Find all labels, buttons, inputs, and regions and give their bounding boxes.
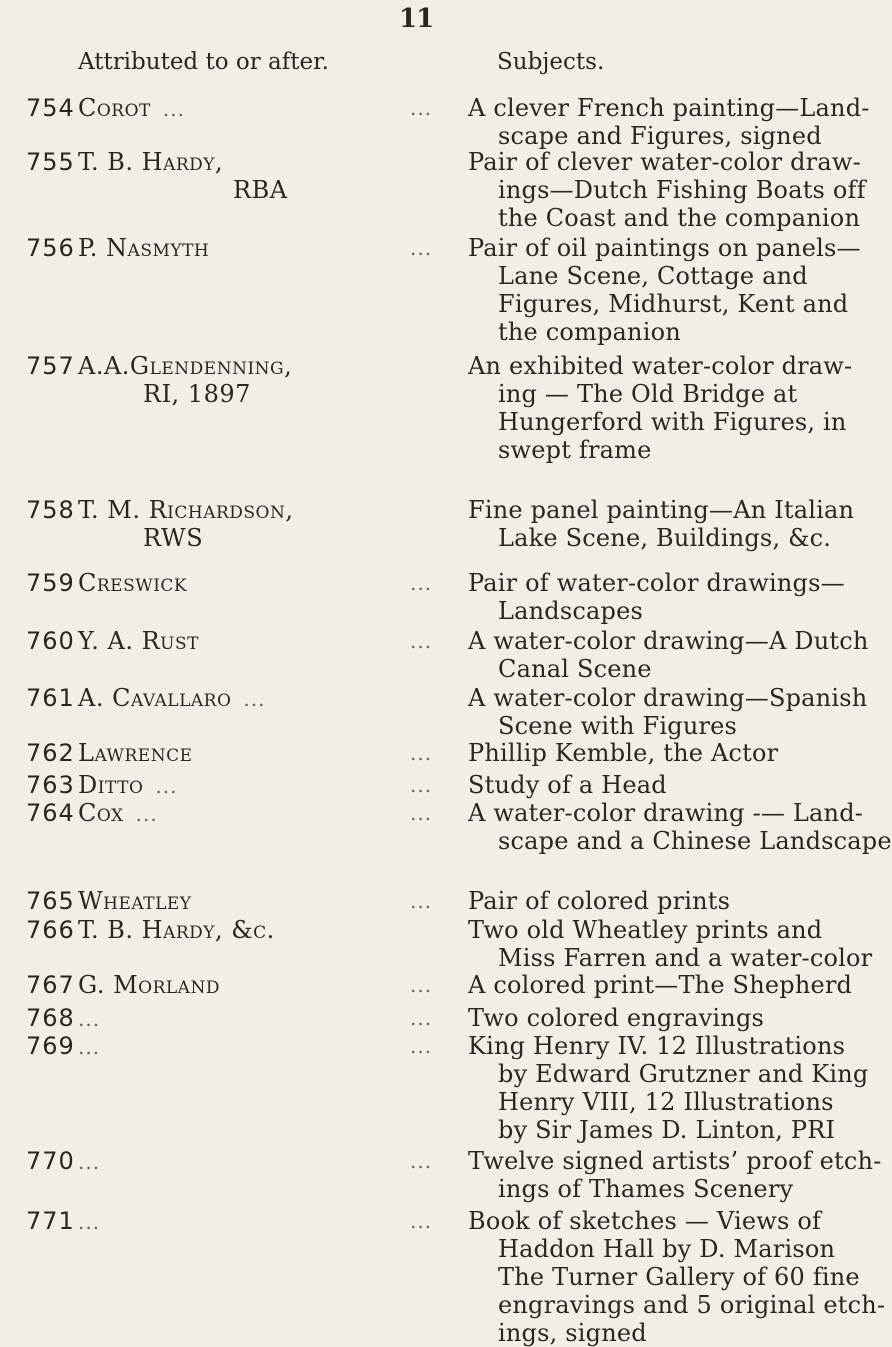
artist-name (78, 971, 220, 999)
subject-description (468, 1004, 798, 1032)
subject-line: Pair of clever water-color draw- (468, 148, 861, 176)
subject-line: A clever French painting—Land- (468, 94, 870, 122)
artist-name (78, 627, 199, 655)
lot-number: 768 (26, 1004, 75, 1032)
subject-line: A colored print—The Shepherd (468, 971, 853, 999)
subject-line: Scene with Figures (498, 712, 738, 740)
lot-number: 756 (26, 234, 75, 262)
artist-name (78, 799, 158, 827)
subject-line: the companion (498, 318, 681, 346)
artist-leader-dots: ... (78, 1210, 101, 1234)
artist-qualification: RI, 1897 (143, 380, 251, 408)
artist-name-text: Wheatley (78, 887, 192, 915)
artist-name-text: T. M. Richardson, (78, 496, 294, 524)
artist-name (78, 148, 223, 176)
artist-name-text: T. B. Hardy, (78, 148, 224, 176)
subject-description (468, 1147, 882, 1203)
subject-line: Landscapes (498, 597, 644, 625)
artist-leader-dots: ... (243, 687, 266, 711)
artist-qualification: RBA (233, 176, 288, 204)
subject-description (468, 234, 861, 346)
subject-description (468, 569, 845, 625)
subject-leader-dots: ... (410, 236, 433, 260)
artist-name (78, 1004, 100, 1032)
artist-name-text: A.A.Glendenning, (78, 352, 293, 380)
artist-name (78, 569, 187, 597)
artist-name (78, 739, 193, 767)
artist-name (78, 94, 185, 122)
artist-name-text: Corot (78, 94, 151, 122)
artist-name (78, 916, 275, 944)
subject-line: ings—Dutch Fishing Boats off (498, 176, 866, 204)
subject-line: Book of sketches — Views of (468, 1207, 822, 1235)
artist-name (78, 352, 292, 380)
artist-leader-dots: ... (78, 1035, 101, 1059)
artist-name (78, 1147, 100, 1175)
artist-name-text: Cox (78, 799, 124, 827)
subject-line: Haddon Hall by D. Marison (498, 1235, 836, 1263)
subject-line: Miss Farren and a water-color (498, 944, 873, 972)
subject-leader-dots: ... (410, 629, 433, 653)
artist-name-text: Creswick (78, 569, 188, 597)
lot-number: 760 (26, 627, 75, 655)
subject-description (468, 94, 870, 150)
subject-leader-dots: ... (410, 1006, 433, 1030)
lot-number: 759 (26, 569, 75, 597)
artist-name-text: P. Nasmyth (78, 234, 210, 262)
lot-number: 762 (26, 739, 75, 767)
subject-line: ings, signed (498, 1319, 647, 1347)
subject-line: by Sir James D. Linton, PRI (498, 1116, 836, 1144)
subject-leader-dots: ... (410, 773, 433, 797)
artist-qualification: RWS (143, 524, 204, 552)
artist-leader-dots: ... (78, 1150, 101, 1174)
subject-line: by Edward Grutzner and King (498, 1060, 869, 1088)
subject-description (468, 496, 855, 552)
lot-number: 767 (26, 971, 75, 999)
artist-name (78, 1032, 100, 1060)
lot-number: 770 (26, 1147, 75, 1175)
lot-number: 754 (26, 94, 75, 122)
subject-description (468, 971, 853, 999)
subject-leader-dots: ... (410, 741, 433, 765)
subject-line: Lake Scene, Buildings, &c. (498, 524, 832, 552)
artist-name (78, 771, 177, 799)
subject-line: scape and Figures, signed (498, 122, 822, 150)
subject-line: Pair of oil paintings on panels— (468, 234, 861, 262)
subject-leader-dots: ... (410, 1034, 433, 1058)
artist-leader-dots: ... (162, 97, 185, 121)
artist-name-text: Y. A. Rust (78, 627, 199, 655)
subject-leader-dots: ... (410, 889, 433, 913)
artist-name (78, 234, 209, 262)
subject-line: A water-color drawing—Spanish (468, 684, 868, 712)
subject-line: Phillip Kemble, the Actor (468, 739, 779, 767)
lot-number: 766 (26, 916, 75, 944)
subject-line: Lane Scene, Cottage and (498, 262, 808, 290)
subject-line: Twelve signed artists’ proof etch- (468, 1147, 882, 1175)
lot-number: 769 (26, 1032, 75, 1060)
subject-description (468, 627, 869, 683)
lot-number: 765 (26, 887, 75, 915)
subjects-column-header: Subjects. (497, 49, 605, 75)
subject-line: swept frame (498, 436, 652, 464)
artist-name (78, 1207, 100, 1235)
lot-number: 757 (26, 352, 75, 380)
subject-line: ing — The Old Bridge at (498, 380, 798, 408)
subject-description (468, 916, 873, 972)
subject-line: the Coast and the companion (498, 204, 861, 232)
artist-leader-dots: ... (155, 774, 178, 798)
page-number: 11 (399, 4, 434, 34)
lot-number: 763 (26, 771, 75, 799)
subject-line: Henry VIII, 12 Illustrations (498, 1088, 834, 1116)
subject-line: Two colored engravings (468, 1004, 765, 1032)
subject-description (468, 148, 866, 232)
subject-line: A water-color drawing -— Land- (468, 799, 864, 827)
subject-line: Canal Scene (498, 655, 652, 683)
subject-description (468, 739, 798, 767)
subject-line: Hungerford with Figures, in (498, 408, 847, 436)
subject-description (468, 1032, 869, 1144)
subject-line: Pair of water-color drawings— (468, 569, 845, 597)
subject-line: Figures, Midhurst, Kent and (498, 290, 849, 318)
subject-leader-dots: ... (410, 1149, 433, 1173)
subject-description (468, 1207, 886, 1347)
artist-column-header: Attributed to or after. (78, 49, 329, 75)
artist-name (78, 496, 293, 524)
subject-line: Study of a Head (468, 771, 667, 799)
artist-name-text: Lawrence (78, 739, 193, 767)
subject-description (468, 684, 868, 740)
subject-line: ings of Thames Scenery (498, 1175, 794, 1203)
subject-line: engravings and 5 original etch- (498, 1291, 886, 1319)
lot-number: 761 (26, 684, 75, 712)
subject-line: Two old Wheatley prints and (468, 916, 823, 944)
subject-line: A water-color drawing—A Dutch (468, 627, 869, 655)
artist-leader-dots: ... (135, 802, 158, 826)
subject-description (468, 799, 892, 855)
subject-line: An exhibited water-color draw- (468, 352, 853, 380)
subject-leader-dots: ... (410, 96, 433, 120)
lot-number: 755 (26, 148, 75, 176)
subject-line: The Turner Gallery of 60 fine (498, 1263, 860, 1291)
artist-name-text: Ditto (78, 771, 144, 799)
subject-leader-dots: ... (410, 973, 433, 997)
artist-name (78, 887, 192, 915)
subject-line: Pair of colored prints (468, 887, 731, 915)
subject-line: Fine panel painting—An Italian (468, 496, 855, 524)
artist-name-text: G. Morland (78, 971, 220, 999)
lot-number: 764 (26, 799, 75, 827)
subject-line: scape and a Chinese Landscape (498, 827, 892, 855)
artist-leader-dots: ... (78, 1007, 101, 1031)
lot-number: 771 (26, 1207, 75, 1235)
artist-name-text: T. B. Hardy, &c. (78, 916, 275, 944)
artist-name-text: A. Cavallaro (78, 684, 232, 712)
subject-line: King Henry IV. 12 Illustrations (468, 1032, 846, 1060)
subject-leader-dots: ... (410, 801, 433, 825)
subject-leader-dots: ... (410, 571, 433, 595)
subject-description (468, 887, 798, 915)
subject-description (468, 352, 853, 464)
lot-number: 758 (26, 496, 75, 524)
artist-name (78, 684, 265, 712)
subject-description (468, 771, 798, 799)
subject-leader-dots: ... (410, 1209, 433, 1233)
